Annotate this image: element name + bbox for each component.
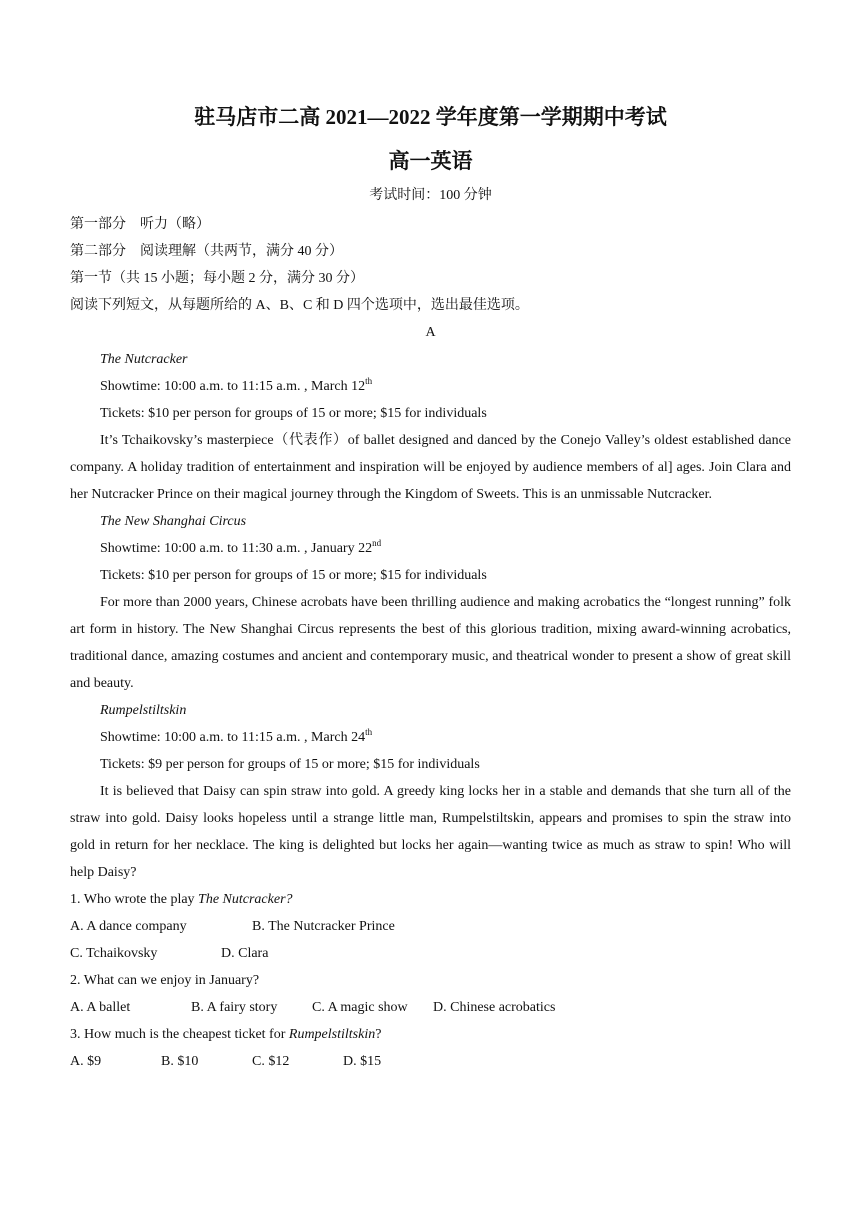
question-3 [70, 1021, 791, 1075]
showtime-text: Showtime: 10:00 a.m. to 11:30 a.m. , January 22 [100, 541, 373, 556]
option-row [70, 994, 791, 1021]
option-d[interactable]: D. Chinese acrobatics [433, 1000, 556, 1015]
show-showtime [70, 373, 791, 400]
show-new-shanghai-circus [70, 508, 791, 697]
instructions [70, 211, 791, 319]
stem-text: 2. What can we enjoy in January? [70, 973, 260, 988]
exam-subtitle: 高一英语 [388, 149, 473, 173]
stem-suffix: ? [375, 1027, 382, 1042]
show-tickets: Tickets: $10 per person for groups of 15 or more; $15 for individuals [100, 568, 487, 583]
show-showtime [70, 535, 791, 562]
question-2 [70, 967, 791, 1021]
option-c[interactable]: C. $12 [252, 1054, 290, 1069]
showtime-text: Showtime: 10:00 a.m. to 11:15 a.m. , March 24 [100, 730, 366, 745]
stem-italic: Rumpelstiltskin [288, 1027, 376, 1042]
show-description: It’s Tchaikovsky’s masterpiece（代表作）of ballet designed and danced by the Conejo Valley’s oldest established dance company. A holiday tradition of entertainment and inspiration will be enjoyed by audience members of al] ages. Join Clara and her Nutcracker Prince on their magical journey through the Kingdom of Sweets. This is an unmissable Nutcracker. [70, 433, 791, 502]
option-a[interactable]: A. A dance company [70, 919, 187, 934]
passage-label: A [425, 325, 436, 340]
showtime-ordinal: nd [372, 538, 382, 548]
question-1 [70, 886, 791, 967]
show-nutcracker [70, 346, 791, 508]
section1-heading: 第一节（共 15 小题；每小题 2 分，满分 30 分） [70, 271, 364, 286]
part2-heading: 第二部分 阅读理解（共两节，满分 40 分） [70, 244, 343, 259]
showtime-ordinal: th [365, 376, 373, 386]
question-stem [70, 886, 791, 913]
part1-heading: 第一部分 听力（略） [70, 217, 210, 232]
directions: 阅读下列短文，从每题所给的 A、B、C 和 D 四个选项中，选出最佳选项。 [70, 298, 529, 313]
show-description: It is believed that Daisy can spin straw into gold. A greedy king locks her in a stable and demands that she turn all of the straw into gold. Daisy looks hopeless until a strange little man, Rumpelstiltskin, appears and promises to spin the straw into gold in return for her necklace. The king is delighted but locks her again—wanting twice as much as straw to spin! Who will help Daisy? [70, 784, 791, 880]
option-d[interactable]: D. Clara [221, 946, 269, 961]
option-a[interactable]: A. $9 [70, 1054, 102, 1069]
show-description: For more than 2000 years, Chinese acrobats have been thrilling audience and making acrobatics the “longest running” folk art form in history. The New Shanghai Circus represents the best of this glorious tradition, mixing award-winning acrobatics, traditional dance, amazing costumes and ancient and contemporary music, and theatrical wonder to present a show of great skill and beauty. [70, 595, 791, 691]
show-title: The Nutcracker [100, 352, 188, 367]
exam-time: 考试时间：100 分钟 [369, 188, 492, 203]
exam-title: 驻马店市二高 2021—2022 学年度第一学期期中考试 [194, 105, 667, 129]
show-title: Rumpelstiltskin [100, 703, 187, 718]
option-b[interactable]: B. The Nutcracker Prince [252, 919, 395, 934]
show-showtime [70, 724, 791, 751]
option-row [70, 940, 791, 967]
option-a[interactable]: A. A ballet [70, 1000, 131, 1015]
showtime-ordinal: th [365, 727, 373, 737]
show-title: The New Shanghai Circus [100, 514, 247, 529]
stem-text: 3. How much is the cheapest ticket for [70, 1027, 289, 1042]
stem-italic: The Nutcracker? [198, 892, 293, 907]
option-row [70, 1048, 791, 1075]
exam-page [70, 100, 791, 1075]
option-b[interactable]: B. A fairy story [191, 1000, 278, 1015]
show-rumpelstiltskin [70, 697, 791, 886]
option-d[interactable]: D. $15 [343, 1054, 382, 1069]
question-stem [70, 967, 791, 994]
showtime-text: Showtime: 10:00 a.m. to 11:15 a.m. , March 12 [100, 379, 366, 394]
stem-text: 1. Who wrote the play [70, 892, 199, 907]
option-b[interactable]: B. $10 [161, 1054, 199, 1069]
show-tickets: Tickets: $9 per person for groups of 15 or more; $15 for individuals [100, 757, 480, 772]
question-stem [70, 1021, 791, 1048]
show-tickets: Tickets: $10 per person for groups of 15 or more; $15 for individuals [100, 406, 487, 421]
option-c[interactable]: C. A magic show [312, 1000, 408, 1015]
option-c[interactable]: C. Tchaikovsky [70, 946, 158, 961]
option-row [70, 913, 791, 940]
